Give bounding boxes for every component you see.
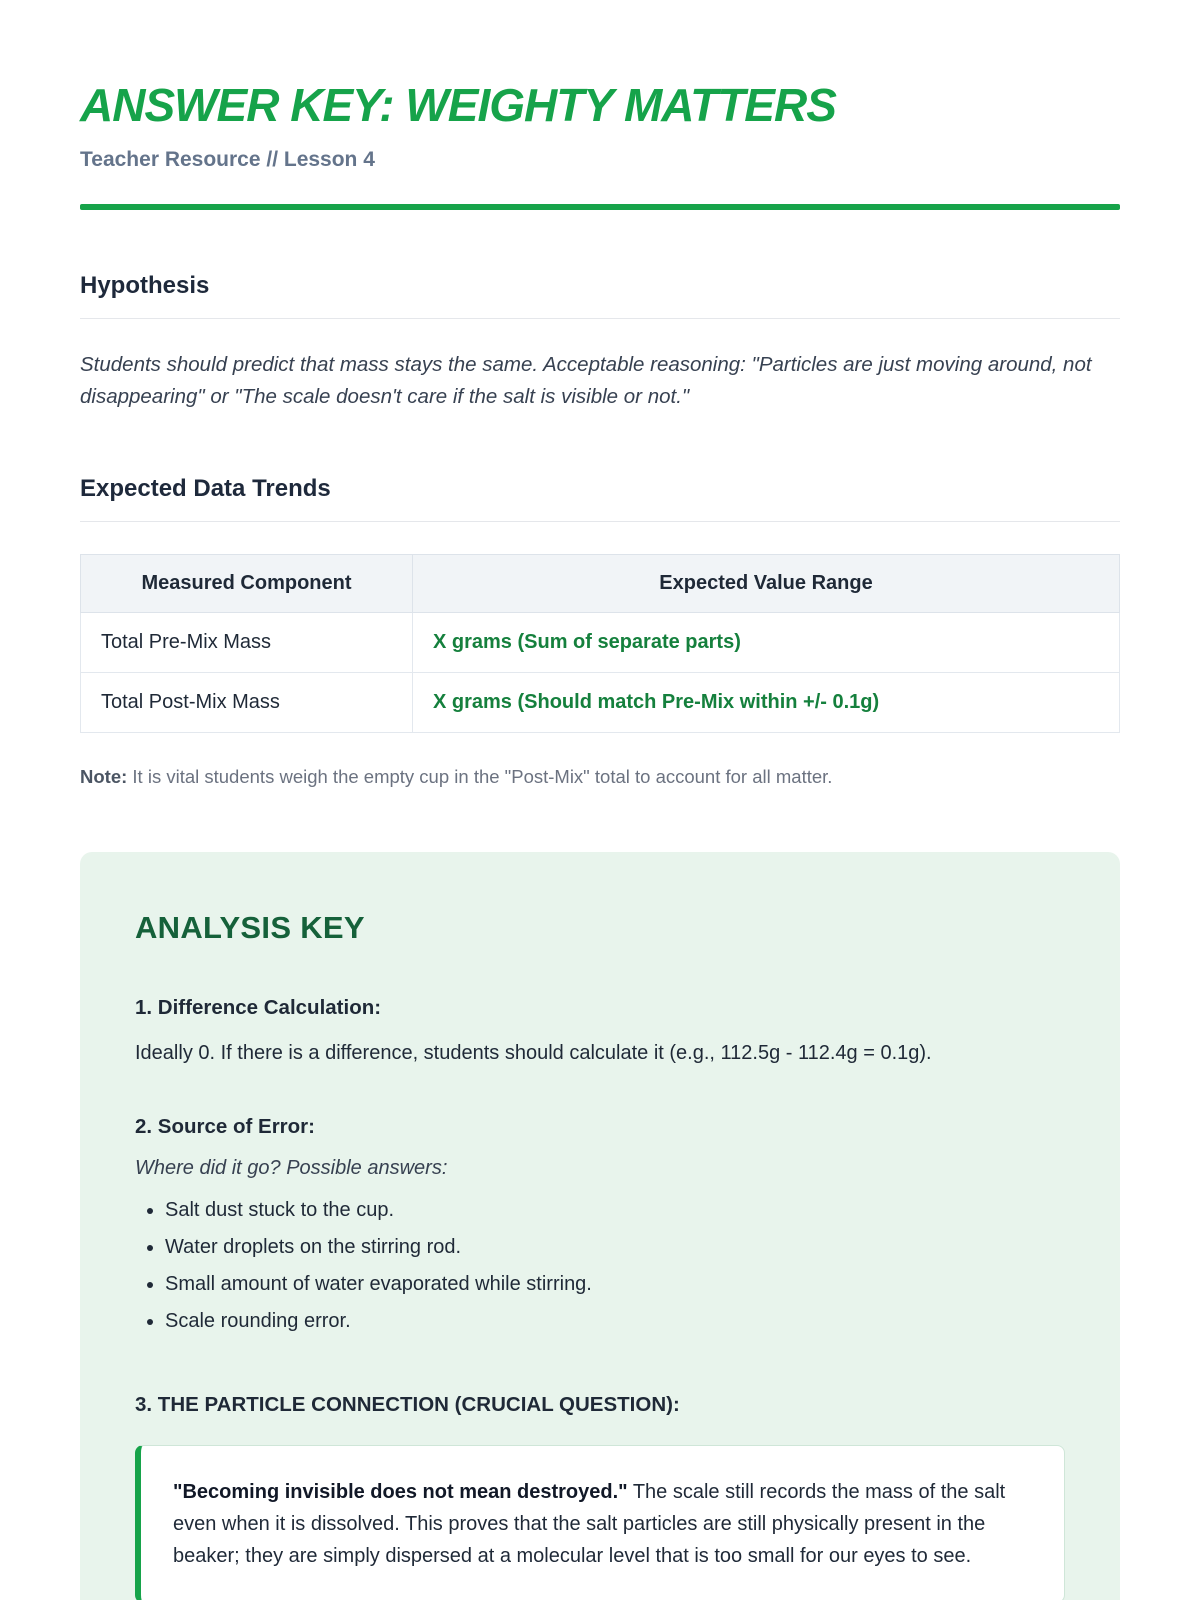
callout-paragraph [173, 1476, 1032, 1572]
data-trends-section [80, 475, 1120, 791]
column-header-component: Measured Component [81, 554, 413, 612]
header-divider [80, 204, 1120, 210]
callout-bold-text: "Becoming invisible does not mean destroyed." [173, 1481, 628, 1504]
table-note [80, 763, 1120, 791]
list-item: • Scale rounding error. [165, 1307, 1065, 1335]
cell-value: X grams (Should match Pre-Mix within +/- 0.1g) [413, 672, 1120, 732]
list-item: • Water droplets on the stirring rod. [165, 1233, 1065, 1261]
source-of-error-intro: Where did it go? Possible answers: [135, 1157, 448, 1180]
data-trends-heading: Expected Data Trends [80, 475, 1120, 522]
hypothesis-body: Students should predict that mass stays the same. Acceptable reasoning: "Particles are just moving around, not disappearing" or "The scale doesn't care if the salt is visible or not." [80, 353, 1092, 408]
note-text: It is vital students weigh the empty cup in the "Post-Mix" total to account for all matter. [127, 765, 833, 787]
table-row [81, 612, 1120, 672]
hypothesis-section [80, 272, 1120, 413]
hypothesis-heading: Hypothesis [80, 272, 1120, 319]
document-header [80, 78, 1120, 210]
note-label: Note: [80, 765, 128, 787]
column-header-value: Expected Value Range [413, 554, 1120, 612]
list-item: • Small amount of water evaporated while stirring. [165, 1270, 1065, 1298]
expected-data-table [80, 554, 1120, 733]
list-item: • Salt dust stuck to the cup. [165, 1196, 1065, 1224]
particle-connection-callout [135, 1445, 1065, 1600]
cell-value: X grams (Sum of separate parts) [413, 612, 1120, 672]
page-title: ANSWER KEY: WEIGHTY MATTERS [80, 79, 836, 131]
table-row [81, 672, 1120, 732]
error-sources-list [135, 1196, 1065, 1335]
callout-body-text: The scale still records the mass of the salt even when it is dissolved. This proves that the salt particles are still physically present in the beaker; they are simply dispersed at a molecular level that is too small for our eyes to see. [173, 1481, 1006, 1568]
difference-calculation-body: Ideally 0. If there is a difference, students should calculate it (e.g., 112.5g - 112.4g = 0.1g). [135, 1042, 932, 1065]
page-subtitle: Teacher Resource // Lesson 4 [80, 148, 375, 171]
table-header-row [81, 554, 1120, 612]
difference-calculation-title: 1. Difference Calculation: [135, 996, 382, 1020]
analysis-key-panel [80, 852, 1120, 1600]
cell-component: Total Post-Mix Mass [81, 672, 413, 732]
particle-connection-title: 3. THE PARTICLE CONNECTION (CRUCIAL QUESTION): [135, 1393, 680, 1417]
cell-component: Total Pre-Mix Mass [81, 612, 413, 672]
source-of-error-title: 2. Source of Error: [135, 1115, 315, 1139]
analysis-heading: ANALYSIS KEY [135, 910, 365, 946]
